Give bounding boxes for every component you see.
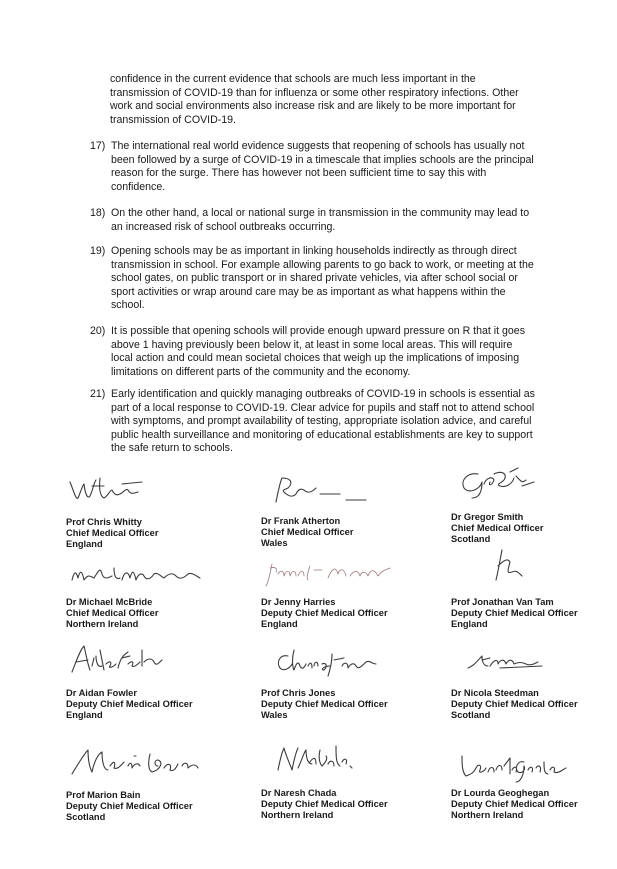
signer-nation: Northern Ireland	[66, 618, 139, 629]
signer-block-geoghegan	[451, 788, 617, 820]
signer-title: Chief Medical Officer	[261, 526, 354, 537]
paragraph-text: Opening schools may be as important in linking households indirectly as through direct transmission in school. For example allowing parents to go back to work, or meeting at the school gates, on public transport or in shared private vehicles, via after school social or sport activities or wrap around care may be as important as what happens within the school.	[111, 245, 534, 312]
signer-title: Deputy Chief Medical Officer	[261, 698, 388, 709]
signer-nation: England	[66, 709, 103, 720]
signer-nation: Northern Ireland	[261, 809, 334, 820]
signer-title: Chief Medical Officer	[66, 607, 159, 618]
paragraph-21	[90, 388, 535, 456]
signature-chada	[274, 742, 424, 780]
signer-title: Deputy Chief Medical Officer	[451, 798, 578, 809]
signature-bain	[68, 744, 218, 782]
signer-block-steedman	[451, 688, 617, 720]
paragraph-17	[90, 140, 535, 194]
signer-block-mcbride	[66, 597, 241, 629]
signer-nation: England	[66, 538, 103, 549]
signer-block-smith	[451, 512, 617, 544]
signer-nation: Wales	[261, 537, 288, 548]
signature-harries	[262, 556, 412, 594]
signer-name: Dr Gregor Smith	[451, 512, 524, 522]
signer-title: Chief Medical Officer	[66, 527, 159, 538]
signer-block-van-tam	[451, 597, 617, 629]
paragraph-20	[90, 325, 535, 379]
signature-fowler	[68, 642, 218, 680]
signer-title: Deputy Chief Medical Officer	[451, 698, 578, 709]
signature-atherton	[270, 472, 420, 510]
signature-van-tam	[488, 546, 617, 584]
signer-nation: Northern Ireland	[451, 809, 524, 820]
signer-name: Dr Frank Atherton	[261, 516, 341, 526]
paragraph-number: 19)	[90, 245, 106, 257]
signature-jones	[274, 644, 424, 682]
signer-nation: England	[451, 618, 488, 629]
signer-name: Dr Jenny Harries	[261, 597, 336, 607]
signer-block-atherton	[261, 516, 436, 548]
signer-nation: England	[261, 618, 298, 629]
signature-geoghegan	[458, 748, 608, 786]
signer-nation: Scotland	[451, 709, 491, 720]
signer-title: Deputy Chief Medical Officer	[66, 698, 193, 709]
signer-nation: Scotland	[66, 811, 106, 822]
signer-title: Chief Medical Officer	[451, 522, 544, 533]
signer-name: Prof Marion Bain	[66, 790, 141, 800]
paragraph-number: 18)	[90, 207, 106, 219]
signer-title: Deputy Chief Medical Officer	[66, 800, 193, 811]
continuation-paragraph: confidence in the current evidence that schools are much less important in the transmission of COVID-19 than for influenza or some other respiratory infections. Other work and social environments also increase risk and are likely to be more important for transmission of COVID-19.	[110, 73, 519, 126]
signer-block-chada	[261, 788, 436, 820]
signer-name: Dr Aidan Fowler	[66, 688, 137, 698]
paragraph-19	[90, 245, 535, 313]
signer-name: Prof Chris Whitty	[66, 517, 142, 527]
signature-whitty	[66, 472, 216, 510]
signer-nation: Scotland	[451, 533, 491, 544]
paragraph-text: On the other hand, a local or national surge in transmission in the community may lead to an increased risk of school outbreaks occurring.	[111, 207, 530, 233]
signature-steedman	[464, 646, 614, 684]
signer-name: Dr Lourda Geoghegan	[451, 788, 550, 798]
paragraph-18	[90, 207, 535, 234]
signer-title: Deputy Chief Medical Officer	[261, 798, 388, 809]
signer-name: Dr Michael McBride	[66, 597, 153, 607]
signer-block-harries	[261, 597, 436, 629]
signer-block-fowler	[66, 688, 241, 720]
paragraph-text: It is possible that opening schools will provide enough upward pressure on R that it goes above 1 having previously been below it, at least in some local areas. This will require local action and could mean societal choices that weigh up the implications of imposing limitations on different parts of the community and the economy.	[111, 325, 525, 378]
signer-nation: Wales	[261, 709, 288, 720]
signer-name: Dr Nicola Steedman	[451, 688, 539, 698]
signer-title: Deputy Chief Medical Officer	[451, 607, 578, 618]
signer-block-jones	[261, 688, 436, 720]
signer-title: Deputy Chief Medical Officer	[261, 607, 388, 618]
signature-mcbride	[68, 558, 218, 596]
signer-name: Dr Naresh Chada	[261, 788, 337, 798]
signer-block-bain	[66, 790, 241, 822]
signature-smith	[456, 464, 606, 502]
signer-name: Prof Chris Jones	[261, 688, 336, 698]
paragraph-number: 21)	[90, 388, 106, 400]
paragraph-text: Early identification and quickly managing outbreaks of COVID-19 in schools is essential as part of a local response to COVID-19. Clear advice for pupils and staff not to attend school with symptoms, and prompt availability of testing, appropriate isolation advice, and careful public health surveillance and monitoring of educational establishments are key to support the safe return to schools.	[111, 388, 535, 455]
paragraph-number: 20)	[90, 325, 106, 337]
paragraph-number: 17)	[90, 140, 106, 152]
signer-name: Prof Jonathan Van Tam	[451, 597, 554, 607]
signer-block-whitty	[66, 517, 241, 549]
paragraph-text: The international real world evidence suggests that reopening of schools has usually not been followed by a surge of COVID-19 in a timescale that implies schools are the principal reason for the surge. There has however not been sufficient time to say this with confidence.	[111, 140, 534, 193]
